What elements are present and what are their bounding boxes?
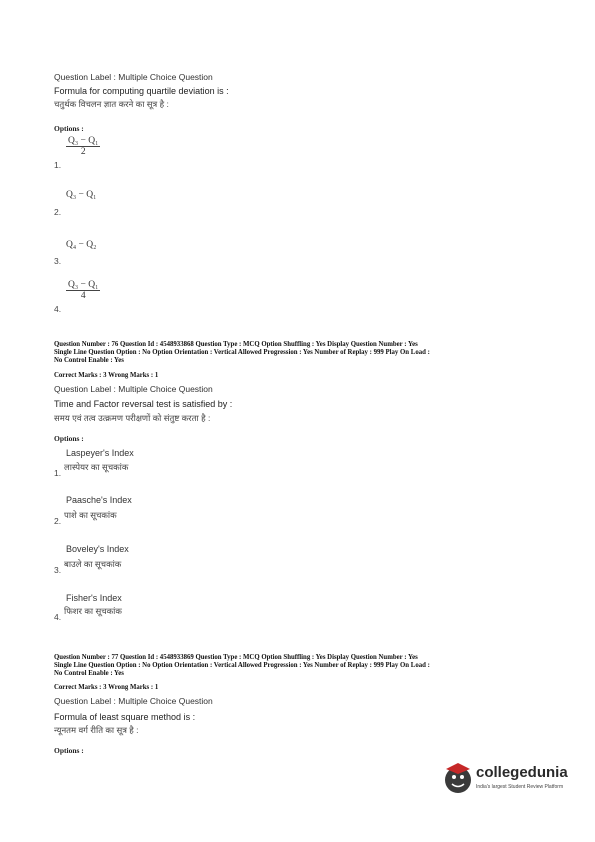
q76-text-en: Time and Factor reversal test is satisfied by : [54, 399, 233, 409]
q77-marks: Correct Marks : 3 Wrong Marks : 1 [54, 684, 159, 691]
q77-meta [54, 654, 554, 678]
q76-option-2-en: Paasche's Index [66, 495, 132, 505]
q76-option-3-hi: बाउले का सूचकांक [64, 559, 122, 569]
q77-text-hi: न्यूनतम वर्ग रीति का सूत्र है : [54, 725, 139, 735]
q76-option-4-hi: फिशर का सूचकांक [64, 606, 122, 616]
q75-text-en: Formula for computing quartile deviation is : [54, 86, 229, 96]
q75-option-1-num: 1. [54, 160, 62, 170]
q77-meta-line3: No Control Enable : Yes [54, 670, 124, 677]
q75-option-3-formula: Q₄ − Q₂ [66, 240, 97, 250]
q76-option-1-num: 1. [54, 468, 62, 478]
q75-option-4-formula: $\frac{\text{Q₃ − Q₁}}{4}$ [68, 280, 99, 301]
q76-marks: Correct Marks : 3 Wrong Marks : 1 [54, 372, 159, 379]
q75-option-3-num: 3. [54, 256, 62, 266]
q76-option-4-en: Fisher's Index [66, 593, 122, 603]
q75-option-2-formula: Q₃ − Q₁ [66, 190, 97, 200]
q76-option-2-num: 2. [54, 516, 62, 526]
q76-option-2-hi: पाशे का सूचकांक [64, 510, 117, 520]
q77-options-heading: Options : [54, 746, 84, 755]
q76-text-hi: समय एवं तत्व उत्क्रमण परीक्षणों को संतुष्ट करता है : [54, 413, 211, 423]
q76-option-3-en: Boveley's Index [66, 544, 129, 554]
q76-meta-line1: Question Number : 76 Question Id : 4548933868 Question Type : MCQ Option Shuffling : Yes Display Question Number : Yes [54, 341, 418, 348]
logo-name: collegedunia [476, 764, 568, 781]
q75-option-2-num: 2. [54, 207, 62, 217]
q77-meta-line2: Single Line Question Option : No Option Orientation : Vertical Allowed Progression : Yes Number of Replay : 999 Play On Load : [54, 662, 430, 669]
q75-option-4-num: 4. [54, 304, 62, 314]
q76-meta-line2: Single Line Question Option : No Option Orientation : Vertical Allowed Progression : Yes Number of Replay : 999 Play On Load : [54, 349, 430, 356]
q76-option-1-en: Laspeyer's Index [66, 448, 134, 458]
logo-tagline: India's largest Student Review Platform [476, 784, 564, 790]
q75-option-1-formula: $\frac{\text{Q₃ − Q₁}}{2}$ [68, 136, 99, 157]
q76-meta [54, 341, 554, 365]
q76-option-1-hi: लास्पेयर का सूचकांक [64, 462, 129, 472]
q77-label: Question Label : Multiple Choice Question [54, 696, 213, 706]
q76-option-3-num: 3. [54, 565, 62, 575]
q75-text-hi: चतुर्थक विचलन ज्ञात करने का सूत्र है : [54, 99, 169, 109]
q76-option-4-num: 4. [54, 612, 62, 622]
q75-options-heading: Options : [54, 124, 84, 133]
q77-text-en: Formula of least square method is : [54, 712, 196, 722]
q75-label: Question Label : Multiple Choice Question [54, 72, 213, 82]
q76-meta-line3: No Control Enable : Yes [54, 357, 124, 364]
q76-label: Question Label : Multiple Choice Question [54, 384, 213, 394]
q77-meta-line1: Question Number : 77 Question Id : 4548933869 Question Type : MCQ Option Shuffling : Yes Display Question Number : Yes [54, 654, 418, 661]
q76-options-heading: Options : [54, 434, 84, 443]
